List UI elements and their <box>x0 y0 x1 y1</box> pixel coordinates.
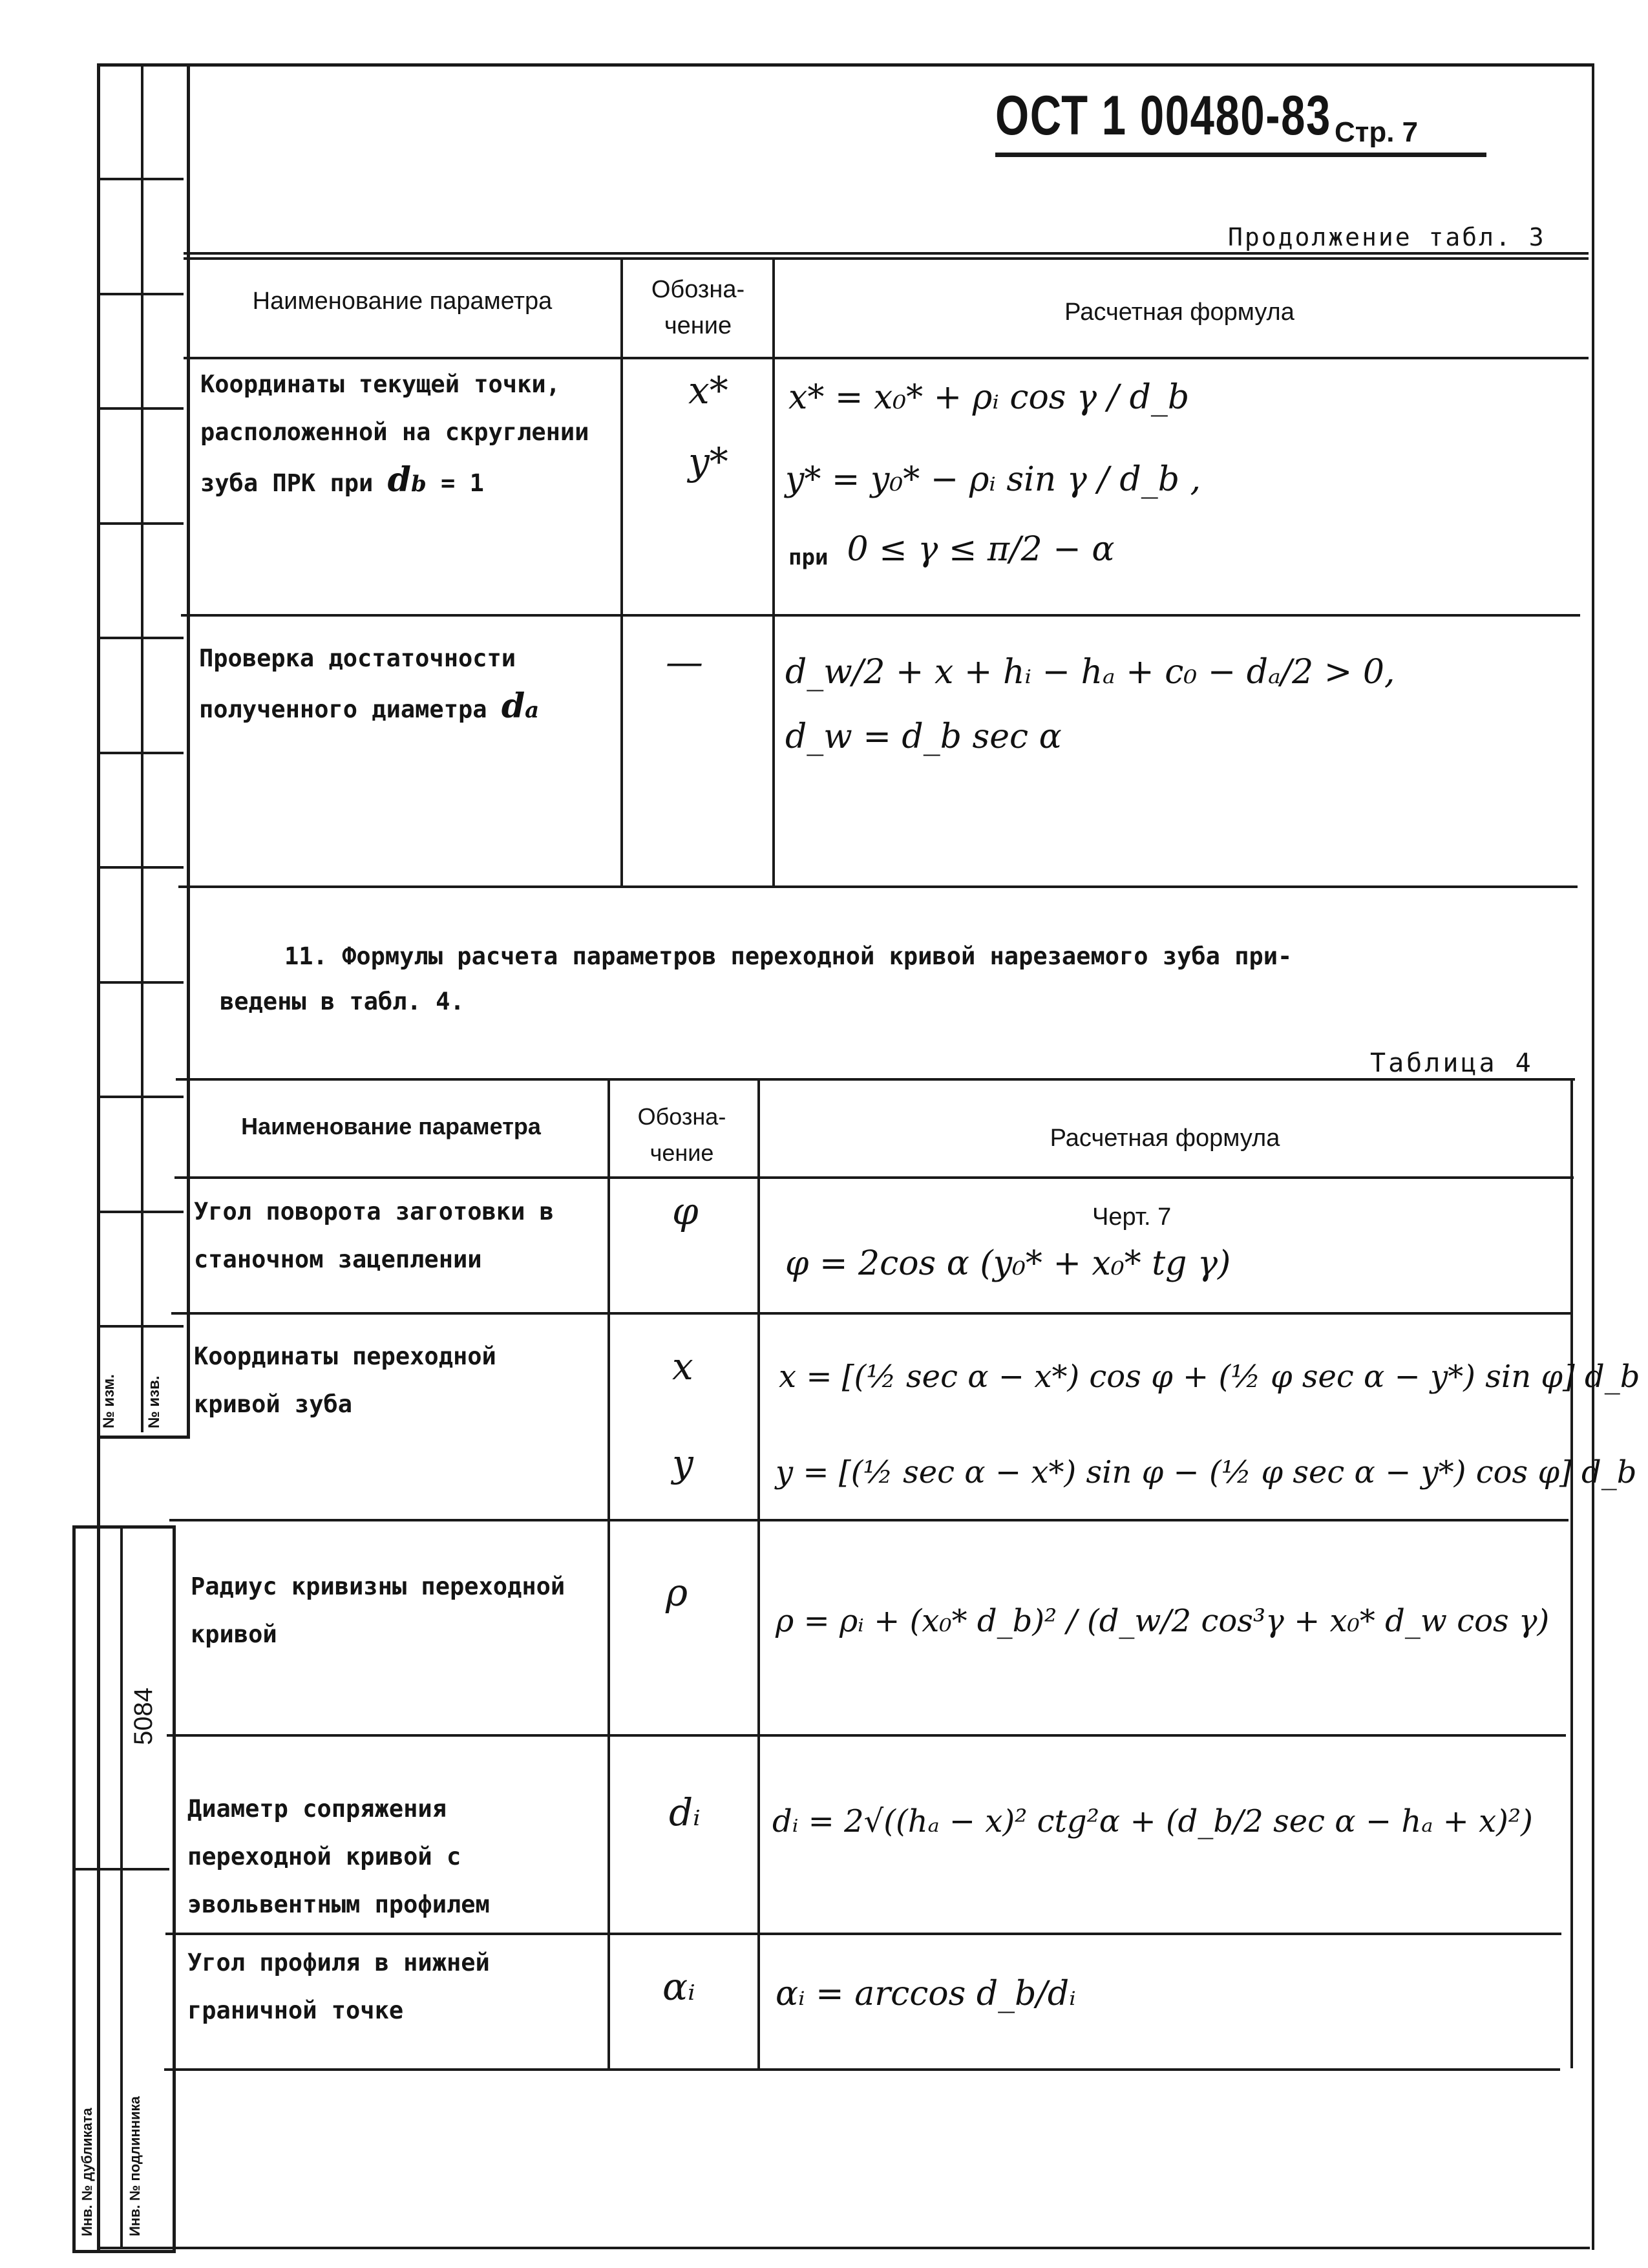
t4-row1-note: Черт. 7 <box>1092 1203 1172 1231</box>
t3-row1-name-text: Координаты текущей точки, расположенной на скруглении зуба ПРК при <box>200 370 589 497</box>
strip-line <box>97 637 184 639</box>
continuation-text: Продолжение табл. 3 <box>1228 223 1546 251</box>
t4-row1-name: Угол поворота заготовки в станочном зацеплении <box>194 1198 554 1273</box>
strip-line <box>97 752 184 754</box>
doc-number-underline <box>995 153 1486 157</box>
t3-col1 <box>620 257 623 885</box>
table3-continuation <box>1228 223 1546 251</box>
t4-row4-name: Диаметр сопряжения переходной кривой с эвольвентным профилем <box>187 1795 490 1918</box>
t3-header-name: Наименование параметра <box>252 288 553 315</box>
t4-row2-bottom <box>169 1519 1569 1521</box>
t4-header-bottom <box>174 1176 1574 1179</box>
t4-row2-formula-x: x = [(½ sec α − x*) cos φ + (½ φ sec α − y*) sin φ] d_b <box>779 1359 1640 1395</box>
strip-line <box>97 981 184 984</box>
strip-line <box>72 1868 169 1871</box>
t4-row3-formula: ρ = ρᵢ + (x₀* d_b)² / (d_w/2 cos³γ + x₀* d_w cos γ) <box>776 1603 1550 1639</box>
t4-header-formula: Расчетная формула <box>1050 1125 1280 1152</box>
t3-row1-symbol-y: y* <box>688 440 728 483</box>
t4-row4-formula: dᵢ = 2√((hₐ − x)² ctg²α + (d_b/2 sec α − hₐ + x)²) <box>772 1803 1533 1839</box>
t3-row1-formula-y: y* = y₀* − ρᵢ sin γ / d_b , <box>785 460 1201 499</box>
strip-line <box>97 1096 184 1098</box>
d-a-symbol: da <box>501 686 540 726</box>
d-b-symbol: db <box>387 460 427 500</box>
t3-header-formula: Расчетная формула <box>1064 299 1294 326</box>
t3-row1-bottom <box>181 614 1580 617</box>
strip-line <box>97 178 184 180</box>
t3-col2 <box>772 257 775 885</box>
strip-label-c: Инв. № дубликата <box>79 2108 95 2236</box>
strip-label-d: Инв. № подлинника <box>127 2096 143 2236</box>
t4-row2-symbol-x: x <box>672 1344 693 1388</box>
t4-row2-name: Координаты переходной кривой зуба <box>194 1342 496 1418</box>
t3-row2-symbol: — <box>666 640 703 684</box>
strip-line <box>97 866 184 869</box>
table4-title: Таблица 4 <box>1370 1048 1534 1078</box>
t4-header-name: Наименование параметра <box>241 1113 541 1139</box>
t4-row3-symbol: ρ <box>666 1571 688 1615</box>
t4-col2 <box>757 1078 760 2068</box>
condition-prefix: при <box>788 544 829 571</box>
strip-label-b: № изв. <box>145 1375 163 1428</box>
t3-row2-name <box>199 635 613 734</box>
t4-col1 <box>607 1078 610 2068</box>
t4-top <box>176 1078 1575 1081</box>
t4-row2-formula-y: y = [(½ sec α − x*) sin φ − (½ φ sec α − y*) cos φ] d_b <box>776 1454 1637 1490</box>
t3-top <box>184 257 1589 260</box>
t4-row3-name: Радиус кривизны переходной кривой <box>191 1573 565 1648</box>
page-number: Стр. 7 <box>1335 116 1419 148</box>
t4-row5-bottom <box>164 2068 1560 2071</box>
t3-row1-name <box>200 361 614 508</box>
paragraph-line-1: 11. Формулы расчета параметров переходной кривой нарезаемого зуба при- <box>284 942 1293 970</box>
t3-row1-name-tail: = 1 <box>441 469 484 497</box>
paragraph <box>284 936 1512 977</box>
left-strip-upper <box>97 63 190 1439</box>
t3-row2-bottom <box>178 885 1578 888</box>
t4-header-symbol: Обозна-чение <box>637 1103 726 1166</box>
paragraph-line-2: ведены в табл. 4. <box>220 988 465 1015</box>
t3-row2-formula-2: d_w = d_b sec α <box>785 717 1062 756</box>
t4-row3-bottom <box>167 1734 1566 1737</box>
inv-number: 5084 <box>129 1688 158 1745</box>
t4-row5-name: Угол профиля в нижней граничной точке <box>187 1949 490 2024</box>
strip-line <box>97 407 184 410</box>
t3-row2-name-text: Проверка достаточности полученного диаметра <box>199 644 516 723</box>
left-strip-lower-divider <box>120 1525 123 2247</box>
doc-number: ОСТ 1 00480-83 <box>995 85 1331 147</box>
strip-line <box>97 1325 184 1328</box>
t4-row1-bottom <box>171 1312 1570 1315</box>
t4-row4-bottom <box>165 1933 1561 1935</box>
t3-row1-symbol-x: x* <box>688 368 728 412</box>
left-strip-divider <box>141 63 143 1432</box>
t3-row2-formula-1: d_w/2 + x + hᵢ − hₐ + c₀ − dₐ/2 > 0, <box>785 653 1395 692</box>
t3-row1-formula-x: x* = x₀* + ρᵢ cos γ / d_b <box>788 378 1190 417</box>
frame-bottom <box>97 2247 1590 2249</box>
strip-line <box>97 522 184 525</box>
strip-label-a: № изм. <box>100 1374 118 1428</box>
t4-row5-formula: αᵢ = arccos d_b/dᵢ <box>776 1975 1076 2013</box>
t4-row4-symbol: dᵢ <box>669 1790 701 1834</box>
t4-row1-formula: φ = 2cos α (y₀* + x₀* tg γ) <box>785 1244 1231 1283</box>
header-separator <box>184 252 1589 255</box>
t4-row1-symbol: φ <box>672 1189 699 1233</box>
t4-row2-symbol-y: y <box>672 1441 693 1485</box>
condition-formula: 0 ≤ γ ≤ π/2 − α <box>847 530 1115 569</box>
t3-header-symbol: Обозна-чение <box>651 276 745 339</box>
strip-line <box>97 293 184 295</box>
t4-row5-symbol: αᵢ <box>662 1965 695 2009</box>
t3-row1-condition <box>788 530 1114 571</box>
t4-right <box>1570 1078 1573 2068</box>
strip-line <box>97 1211 184 1213</box>
t3-header-bottom <box>184 357 1589 359</box>
